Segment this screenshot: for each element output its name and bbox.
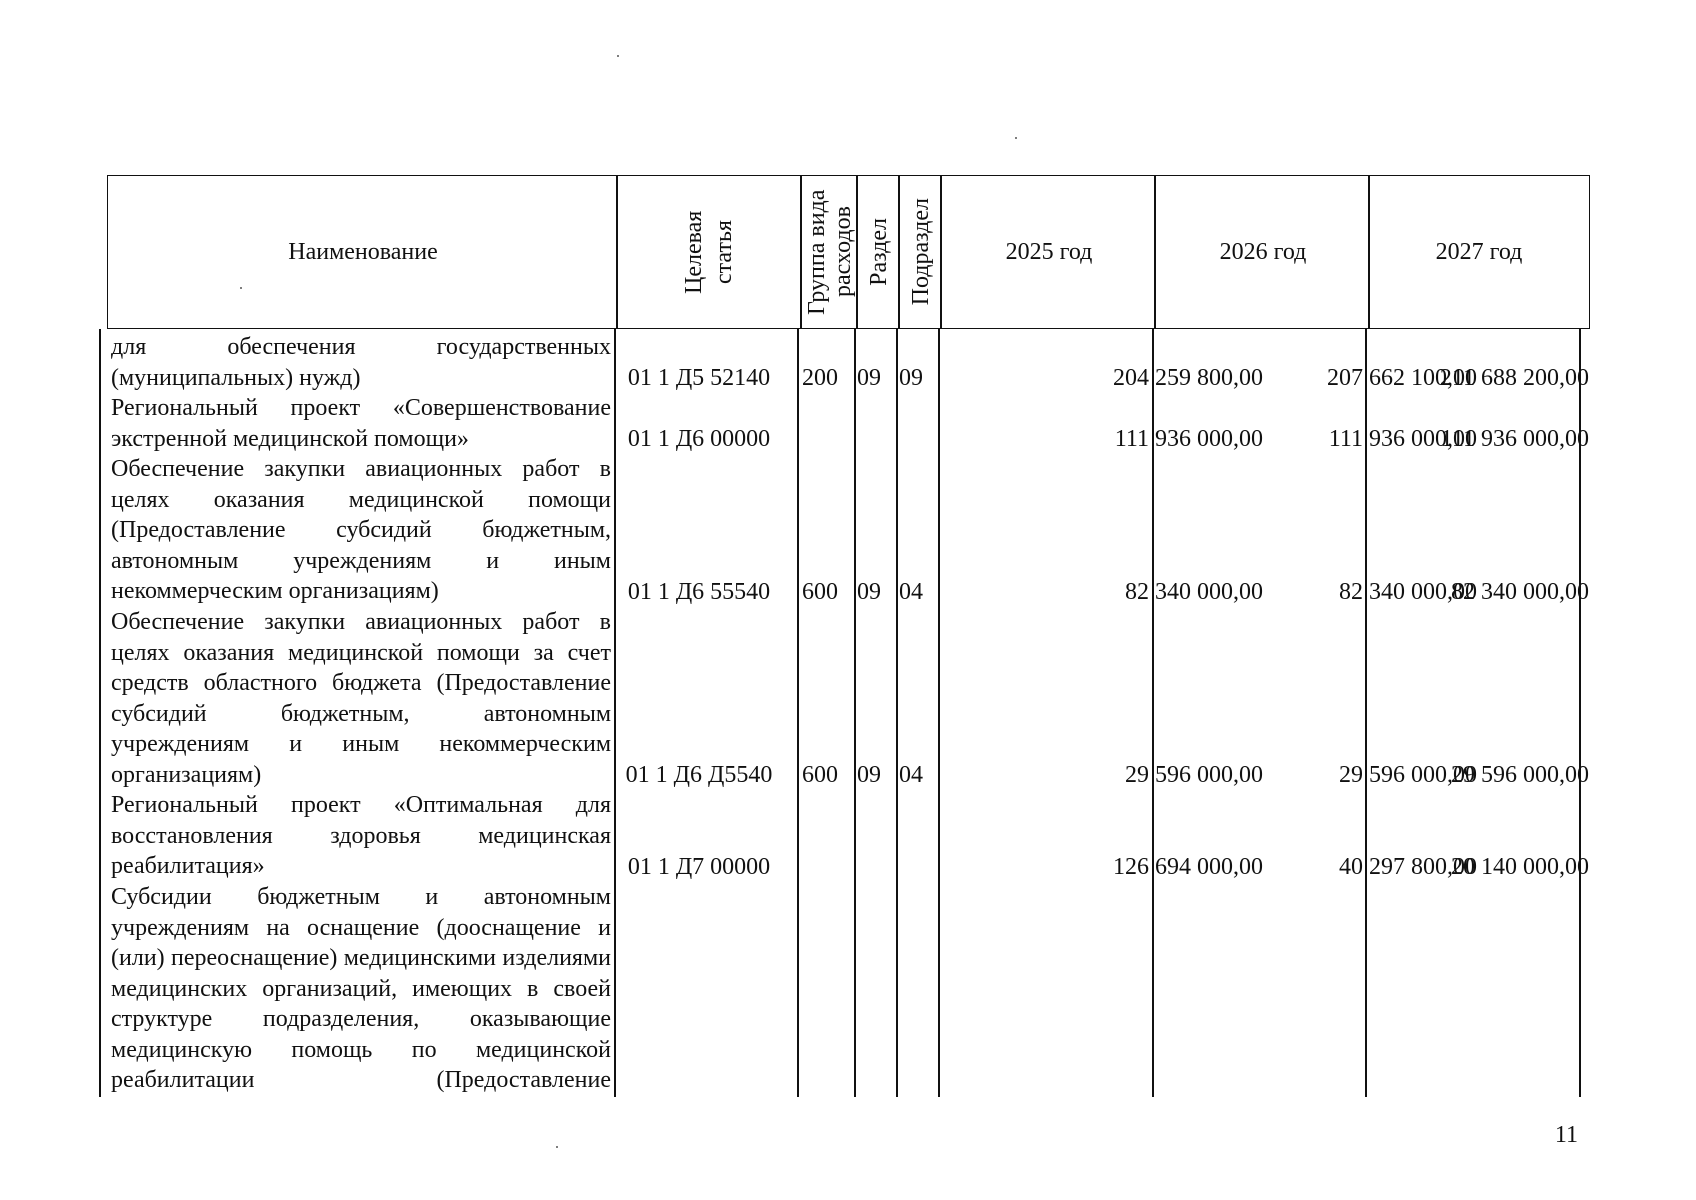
table-body <box>107 329 1590 1097</box>
row-year-2027: 82 340 000,00 <box>1451 578 1589 605</box>
scan-speck <box>1015 137 1017 139</box>
header-expense-group: Группа вида расходов <box>804 189 856 315</box>
row-year-2026: 40 297 800,00 <box>1339 853 1477 880</box>
header-name: Наименование <box>288 238 438 265</box>
header-divider <box>1368 175 1370 329</box>
table-row <box>107 332 1590 393</box>
table-row <box>107 393 1590 454</box>
row-name: Региональный проект «Совершенствование экстренной медицинской помощи» <box>111 395 611 452</box>
row-year-2027: 20 140 000,00 <box>1451 853 1589 880</box>
header-divider <box>616 175 618 329</box>
header-section: Раздел <box>866 218 892 286</box>
budget-table <box>107 175 1590 1097</box>
scan-speck <box>617 55 619 57</box>
header-year-2027: 2027 год <box>1435 238 1523 265</box>
row-subsection: 04 <box>899 578 923 605</box>
header-year-2026: 2026 год <box>1219 238 1307 265</box>
header-year-2025: 2025 год <box>1005 238 1093 265</box>
header-divider <box>1154 175 1156 329</box>
column-divider <box>99 329 101 1097</box>
row-year-2025: 204 259 800,00 <box>1113 364 1263 391</box>
header-subsection: Подраздел <box>908 198 934 306</box>
row-year-2025: 29 596 000,00 <box>1125 761 1263 788</box>
row-target-article: 01 1 Д6 00000 <box>627 425 771 452</box>
row-name: Региональный проект «Оптимальная для восстановления здоровья медицинская реабилитация» <box>111 792 611 879</box>
row-target-article: 01 1 Д6 Д5540 <box>625 761 773 788</box>
row-expense-group: 600 <box>802 578 838 605</box>
header-target-article: Целевая статья <box>681 210 737 294</box>
scan-speck <box>556 1146 558 1148</box>
header-divider <box>898 175 900 329</box>
row-year-2025: 126 694 000,00 <box>1113 853 1263 880</box>
row-year-2025: 82 340 000,00 <box>1125 578 1263 605</box>
table-row <box>107 790 1590 882</box>
row-name: Субсидии бюджетным и автономным учреждениям на оснащение (дооснащение и (или) переоснащение) медицинскими изделиями медицинских организаций, имеющих в своей структуре подразделения, оказывающие медицинскую помощь по медицинской реабилитации (Предоставление <box>111 884 611 1093</box>
row-year-2025: 111 936 000,00 <box>1114 425 1263 452</box>
row-expense-group: 200 <box>802 364 838 391</box>
row-section: 09 <box>857 578 881 605</box>
row-expense-group: 600 <box>802 761 838 788</box>
row-year-2026: 82 340 000,00 <box>1339 578 1477 605</box>
row-year-2026: 29 596 000,00 <box>1339 761 1477 788</box>
row-year-2027: 111 936 000,00 <box>1440 425 1589 452</box>
table-row <box>107 882 1590 1096</box>
row-year-2026: 207 662 100,00 <box>1327 364 1477 391</box>
row-target-article: 01 1 Д6 55540 <box>627 578 771 605</box>
row-year-2027: 29 596 000,00 <box>1451 761 1589 788</box>
row-target-article: 01 1 Д7 00000 <box>627 853 771 880</box>
row-name: Обеспечение закупки авиационных работ в целях оказания медицинской помощи (Предоставление субсидий бюджетным, автономным учреждениям и иным некоммерческим организациям) <box>111 456 611 604</box>
row-subsection: 04 <box>899 761 923 788</box>
header-divider <box>856 175 858 329</box>
table-row <box>107 607 1590 790</box>
row-section: 09 <box>857 761 881 788</box>
page-number: 11 <box>1554 1122 1578 1148</box>
header-divider <box>940 175 942 329</box>
row-year-2026: 111 936 000,00 <box>1328 425 1477 452</box>
header-divider <box>800 175 802 329</box>
row-name: для обеспечения государственных (муниципальных) нужд) <box>111 334 611 391</box>
table-row <box>107 454 1590 607</box>
row-subsection: 09 <box>899 364 923 391</box>
row-year-2027: 211 688 200,00 <box>1439 364 1589 391</box>
row-name: Обеспечение закупки авиационных работ в целях оказания медицинской помощи за счет средств областного бюджета (Предоставление субсидий бюджетным, автономным учреждениям и иным некоммерческим организациям) <box>111 609 611 788</box>
row-section: 09 <box>857 364 881 391</box>
row-target-article: 01 1 Д5 52140 <box>627 364 771 391</box>
